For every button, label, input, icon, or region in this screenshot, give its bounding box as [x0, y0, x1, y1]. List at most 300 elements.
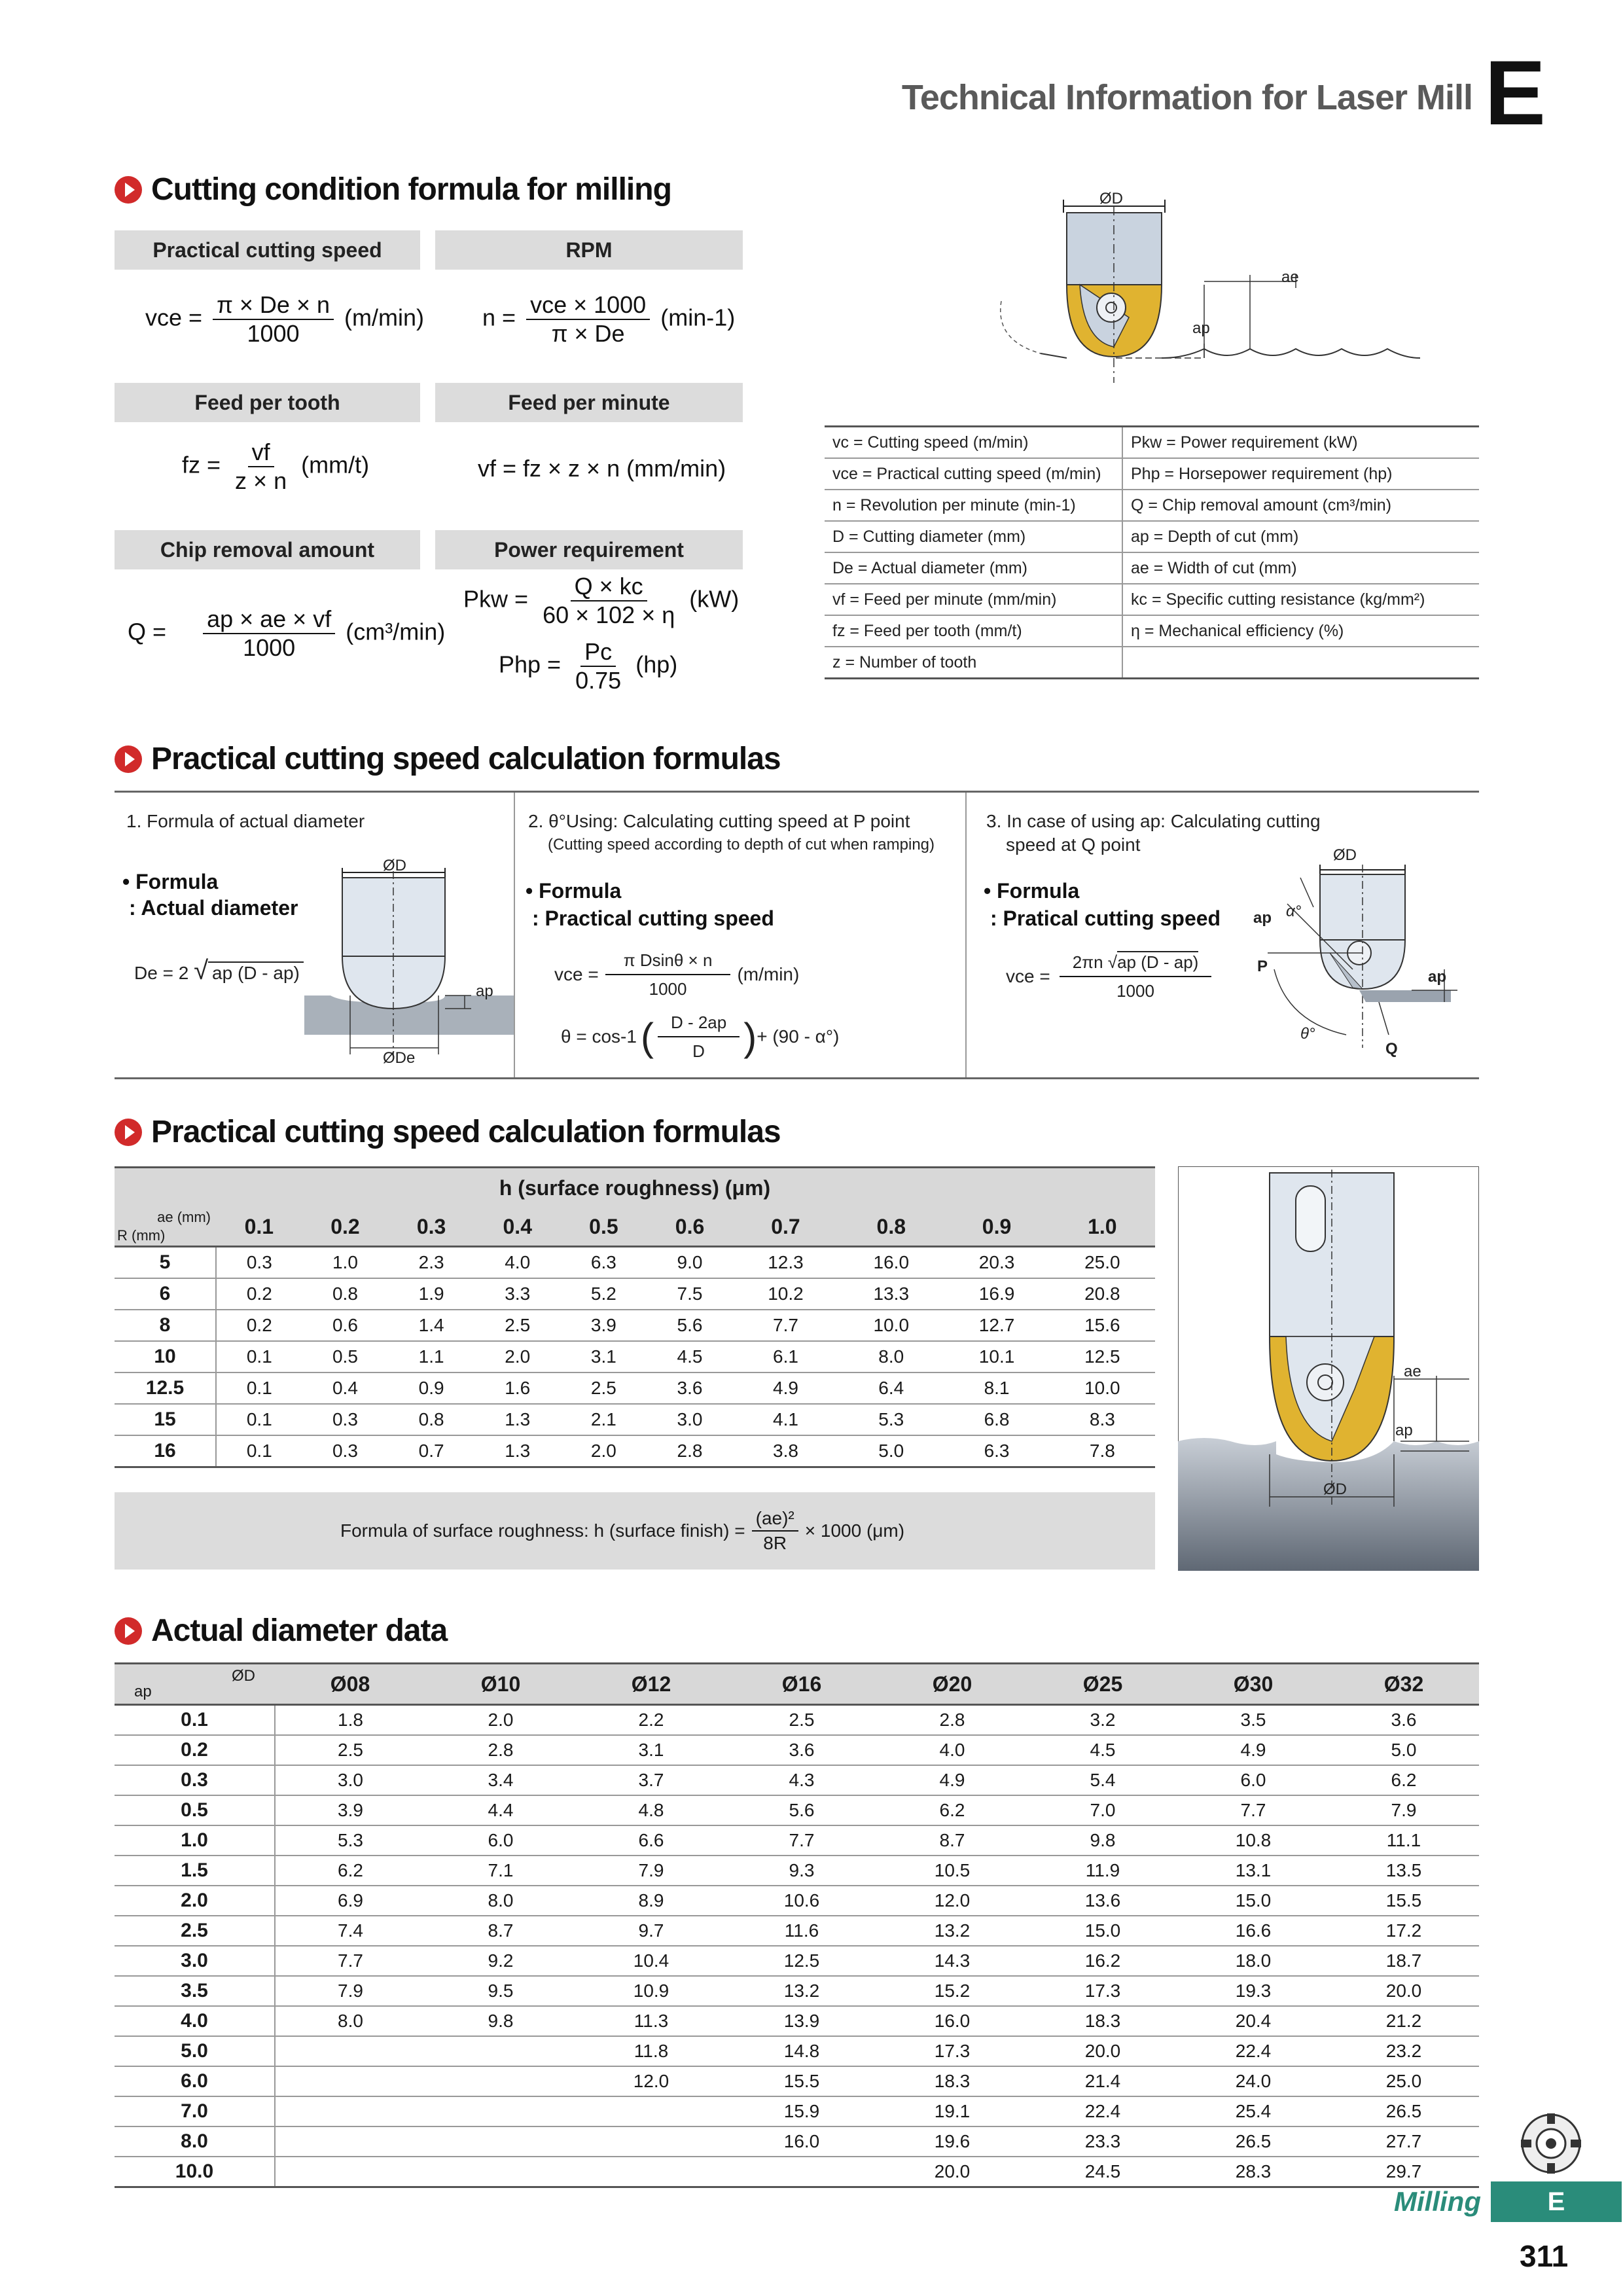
legend-row	[825, 615, 1479, 647]
label-ae-top: ae	[1281, 268, 1299, 286]
calc2-equation: vce = $\frac{\text{π Dsinθ × n}}{1000}$ (m/min)	[554, 946, 799, 1003]
actual-row	[115, 1976, 1479, 2006]
actual-cell	[576, 2096, 726, 2126]
actual-row-header: 0.1	[115, 1705, 275, 1736]
roughness-label-ap: ap	[1395, 1422, 1413, 1439]
actual-row	[115, 2096, 1479, 2126]
actual-row-header: 4.0	[115, 2006, 275, 2036]
formula-rpm: n = $\frac{\text{vce × 1000}}{\pi \times De}$ (min-1)	[482, 291, 736, 347]
calc3-formula-sub: : Pratical cutting speed	[990, 906, 1221, 930]
actual-col-header: Ø30	[1178, 1664, 1329, 1705]
milling-cutter-icon	[1518, 2111, 1584, 2176]
roughness-row-header: 12.5	[115, 1372, 216, 1404]
roughness-cell: 2.8	[647, 1435, 733, 1467]
roughness-cell: 0.8	[388, 1404, 474, 1435]
actual-cell: 10.4	[576, 1946, 726, 1976]
calc1-formula-label: • Formula	[122, 870, 219, 893]
roughness-cell: 3.0	[647, 1404, 733, 1435]
actual-cell: 13.2	[877, 1916, 1027, 1946]
legend-cell: fz = Feed per tooth (mm/t)	[825, 615, 1122, 647]
roughness-cell: 20.3	[944, 1247, 1049, 1279]
legend-cell: z = Number of tooth	[825, 647, 1122, 679]
calc3-label-ap2: ap	[1428, 968, 1447, 986]
roughness-cell: 7.5	[647, 1278, 733, 1310]
roughness-cell: 4.0	[474, 1247, 561, 1279]
actual-cell: 10.6	[726, 1886, 877, 1916]
actual-cell: 7.9	[576, 1856, 726, 1886]
formula-vce: vce = $\frac{\pi \times De \times n}{1000}$ (m/min)	[145, 291, 424, 347]
calc2-formula-label: • Formula	[526, 879, 622, 903]
actual-cell: 15.2	[877, 1976, 1027, 2006]
roughness-diagram	[1178, 1166, 1479, 1571]
actual-cell: 8.7	[425, 1916, 576, 1946]
actual-cell	[275, 2157, 425, 2187]
actual-cell: 29.7	[1329, 2157, 1479, 2187]
actual-cell: 11.6	[726, 1916, 877, 1946]
actual-cell: 3.2	[1027, 1705, 1178, 1736]
calc3-label-alpha: α°	[1286, 903, 1302, 920]
actual-row	[115, 2036, 1479, 2066]
calc-col-q-point	[965, 793, 1480, 1077]
actual-cell	[275, 2066, 425, 2096]
actual-cell: 9.5	[425, 1976, 576, 2006]
legend-cell: De = Actual diameter (mm)	[825, 552, 1122, 584]
formula-php: Php = $\frac{Pc}{0.75}$ (hp)	[499, 638, 678, 694]
legend-row	[825, 427, 1479, 459]
actual-cell: 2.0	[425, 1705, 576, 1736]
legend-row	[825, 521, 1479, 552]
roughness-row	[115, 1310, 1155, 1341]
actual-cell: 2.8	[425, 1735, 576, 1765]
roughness-cell: 8.3	[1050, 1404, 1155, 1435]
actual-cell: 20.4	[1178, 2006, 1329, 2036]
roughness-col-header: 0.2	[302, 1208, 389, 1247]
actual-cell: 18.0	[1178, 1946, 1329, 1976]
roughness-cell: 1.0	[302, 1247, 389, 1279]
roughness-cell: 10.0	[1050, 1372, 1155, 1404]
roughness-cell: 2.3	[388, 1247, 474, 1279]
roughness-cell: 8.0	[838, 1341, 944, 1372]
actual-cell: 13.1	[1178, 1856, 1329, 1886]
roughness-cell: 0.5	[302, 1341, 389, 1372]
actual-cell: 11.9	[1027, 1856, 1178, 1886]
roughness-cell: 2.0	[474, 1341, 561, 1372]
roughness-col-header: 0.9	[944, 1208, 1049, 1247]
actual-cell: 20.0	[1329, 1976, 1479, 2006]
legend-cell: kc = Specific cutting resistance (kg/mm²)	[1122, 584, 1479, 615]
actual-col-header: Ø12	[576, 1664, 726, 1705]
roughness-col-header: 0.7	[733, 1208, 838, 1247]
roughness-cell: 7.8	[1050, 1435, 1155, 1467]
roughness-formula-box	[115, 1492, 1155, 1570]
roughness-cell: 2.0	[561, 1435, 647, 1467]
roughness-caption: h (surface roughness) (μm)	[115, 1168, 1155, 1208]
legend-cell: vf = Feed per minute (mm/min)	[825, 584, 1122, 615]
actual-cell: 15.0	[1178, 1886, 1329, 1916]
actual-cell: 3.1	[576, 1735, 726, 1765]
actual-cell: 8.0	[275, 2006, 425, 2036]
legend-cell: n = Revolution per minute (min-1)	[825, 490, 1122, 521]
section-heading-calc-formulas: Practical cutting speed calculation formulas	[115, 741, 781, 777]
roughness-cell: 2.1	[561, 1404, 647, 1435]
roughness-row	[115, 1247, 1155, 1279]
legend-cell: η = Mechanical efficiency (%)	[1122, 615, 1479, 647]
roughness-corner-header: ae (mm) R (mm)	[115, 1208, 216, 1247]
page-number: 311	[1520, 2239, 1569, 2273]
roughness-cell: 0.3	[216, 1247, 302, 1279]
roughness-row-header: 15	[115, 1404, 216, 1435]
roughness-cell: 25.0	[1050, 1247, 1155, 1279]
actual-cell: 4.3	[726, 1765, 877, 1795]
box-feed-minute: Feed per minute	[435, 383, 743, 422]
legend-cell: vc = Cutting speed (m/min)	[825, 427, 1122, 459]
calc1-label-od: ØD	[383, 857, 406, 874]
roughness-cell: 6.8	[944, 1404, 1049, 1435]
actual-cell: 16.2	[1027, 1946, 1178, 1976]
actual-cell: 26.5	[1178, 2126, 1329, 2157]
actual-cell: 11.3	[576, 2006, 726, 2036]
actual-cell: 4.9	[1178, 1735, 1329, 1765]
actual-cell: 10.9	[576, 1976, 726, 2006]
actual-cell: 10.8	[1178, 1825, 1329, 1856]
actual-cell: 15.9	[726, 2096, 877, 2126]
roughness-cell: 4.5	[647, 1341, 733, 1372]
roughness-row	[115, 1404, 1155, 1435]
actual-col-header: Ø20	[877, 1664, 1027, 1705]
calc3-label-theta: θ°	[1300, 1025, 1315, 1043]
calc-col-actual-diameter	[115, 793, 514, 1077]
roughness-cell: 12.7	[944, 1310, 1049, 1341]
actual-cell: 3.4	[425, 1765, 576, 1795]
calc3-title-line2: speed at Q point	[1006, 834, 1141, 855]
actual-row-header: 0.5	[115, 1795, 275, 1825]
milling-diagram-top	[969, 187, 1440, 396]
actual-cell: 25.0	[1329, 2066, 1479, 2096]
roughness-cell: 3.3	[474, 1278, 561, 1310]
actual-row	[115, 1705, 1479, 1736]
actual-cell: 9.2	[425, 1946, 576, 1976]
roughness-cell: 5.3	[838, 1404, 944, 1435]
actual-row-header: 5.0	[115, 2036, 275, 2066]
roughness-cell: 6.3	[561, 1247, 647, 1279]
actual-cell: 7.7	[726, 1825, 877, 1856]
actual-row-header: 2.5	[115, 1916, 275, 1946]
actual-cell: 23.2	[1329, 2036, 1479, 2066]
legend-cell: Q = Chip removal amount (cm³/min)	[1122, 490, 1479, 521]
calc3-diagram	[1248, 838, 1471, 1067]
actual-cell: 7.0	[1027, 1795, 1178, 1825]
actual-row	[115, 1765, 1479, 1795]
actual-cell: 18.3	[1027, 2006, 1178, 2036]
actual-cell: 6.9	[275, 1886, 425, 1916]
actual-cell: 7.7	[275, 1946, 425, 1976]
actual-cell: 6.2	[275, 1856, 425, 1886]
actual-cell: 7.1	[425, 1856, 576, 1886]
calc1-formula-sub: : Actual diameter	[129, 896, 298, 920]
roughness-cell: 0.3	[302, 1404, 389, 1435]
roughness-cell: 1.1	[388, 1341, 474, 1372]
legend-row	[825, 552, 1479, 584]
actual-row	[115, 1825, 1479, 1856]
legend-row	[825, 584, 1479, 615]
roughness-col-header: 1.0	[1050, 1208, 1155, 1247]
roughness-cell: 2.5	[561, 1372, 647, 1404]
box-chip-removal: Chip removal amount	[115, 530, 420, 569]
roughness-row-header: 6	[115, 1278, 216, 1310]
roughness-cell: 1.3	[474, 1404, 561, 1435]
calc3-label-p: P	[1257, 958, 1268, 975]
actual-cell	[275, 2036, 425, 2066]
actual-row-header: 3.0	[115, 1946, 275, 1976]
roughness-col-header: 0.4	[474, 1208, 561, 1247]
actual-cell	[275, 2126, 425, 2157]
arrow-bullet-icon	[115, 176, 142, 204]
actual-cell	[425, 2066, 576, 2096]
actual-cell: 9.8	[1027, 1825, 1178, 1856]
actual-cell: 12.5	[726, 1946, 877, 1976]
actual-cell: 12.0	[576, 2066, 726, 2096]
actual-row	[115, 2157, 1479, 2187]
actual-corner-header: ØD ap	[115, 1664, 275, 1705]
arrow-bullet-icon	[115, 1119, 142, 1146]
actual-cell: 10.5	[877, 1856, 1027, 1886]
roughness-cell: 10.1	[944, 1341, 1049, 1372]
actual-cell: 6.0	[1178, 1765, 1329, 1795]
section-heading-roughness: Practical cutting speed calculation formulas	[115, 1114, 781, 1150]
roughness-cell: 0.6	[302, 1310, 389, 1341]
actual-cell: 3.7	[576, 1765, 726, 1795]
actual-cell: 21.4	[1027, 2066, 1178, 2096]
actual-cell: 24.0	[1178, 2066, 1329, 2096]
roughness-cell: 6.3	[944, 1435, 1049, 1467]
legend-cell: ae = Width of cut (mm)	[1122, 552, 1479, 584]
roughness-cell: 0.8	[302, 1278, 389, 1310]
roughness-cell: 9.0	[647, 1247, 733, 1279]
roughness-cell: 2.5	[474, 1310, 561, 1341]
actual-cell: 9.3	[726, 1856, 877, 1886]
calc1-diagram	[304, 845, 514, 1067]
actual-cell: 6.6	[576, 1825, 726, 1856]
actual-cell: 15.0	[1027, 1916, 1178, 1946]
actual-row	[115, 2006, 1479, 2036]
actual-row-header: 1.5	[115, 1856, 275, 1886]
actual-cell: 11.1	[1329, 1825, 1479, 1856]
actual-cell: 3.6	[726, 1735, 877, 1765]
roughness-cell: 1.3	[474, 1435, 561, 1467]
actual-row	[115, 1916, 1479, 1946]
roughness-cell: 5.6	[647, 1310, 733, 1341]
actual-cell	[425, 2157, 576, 2187]
legend-cell: D = Cutting diameter (mm)	[825, 521, 1122, 552]
actual-cell: 17.3	[877, 2036, 1027, 2066]
roughness-cell: 10.0	[838, 1310, 944, 1341]
actual-diameter-table	[115, 1662, 1479, 2188]
roughness-cell: 4.9	[733, 1372, 838, 1404]
formula-vf: vf = fz × z × n (mm/min)	[478, 455, 726, 482]
actual-cell: 27.7	[1329, 2126, 1479, 2157]
roughness-col-header: 0.1	[216, 1208, 302, 1247]
actual-cell	[425, 2126, 576, 2157]
actual-cell: 5.6	[726, 1795, 877, 1825]
actual-cell: 24.5	[1027, 2157, 1178, 2187]
roughness-cell: 20.8	[1050, 1278, 1155, 1310]
formula-pkw: Pkw = $\frac{Q \times kc}{60 \times 102 \times \eta}$ (kW)	[463, 573, 740, 628]
actual-row	[115, 2126, 1479, 2157]
roughness-cell: 6.1	[733, 1341, 838, 1372]
actual-col-header: Ø08	[275, 1664, 425, 1705]
box-rpm: RPM	[435, 230, 743, 270]
actual-cell: 15.5	[1329, 1886, 1479, 1916]
calc-col-p-point	[514, 793, 967, 1077]
actual-col-header: Ø25	[1027, 1664, 1178, 1705]
actual-cell: 7.7	[1178, 1795, 1329, 1825]
actual-cell: 23.3	[1027, 2126, 1178, 2157]
roughness-cell: 0.1	[216, 1404, 302, 1435]
formula-fz: fz = $\frac{vf}{z \times n}$ (mm/t)	[182, 439, 370, 494]
calc3-label-ap: ap	[1253, 909, 1272, 927]
actual-cell	[576, 2157, 726, 2187]
actual-cell: 3.9	[275, 1795, 425, 1825]
actual-cell: 13.5	[1329, 1856, 1479, 1886]
actual-cell: 17.2	[1329, 1916, 1479, 1946]
roughness-cell: 5.0	[838, 1435, 944, 1467]
actual-cell: 16.0	[877, 2006, 1027, 2036]
actual-cell: 8.9	[576, 1886, 726, 1916]
roughness-label-ae: ae	[1404, 1363, 1421, 1380]
actual-cell: 19.6	[877, 2126, 1027, 2157]
roughness-col-header: 0.5	[561, 1208, 647, 1247]
chapter-letter: E	[1484, 41, 1546, 144]
roughness-cell: 6.4	[838, 1372, 944, 1404]
actual-cell: 8.0	[425, 1886, 576, 1916]
roughness-cell: 3.8	[733, 1435, 838, 1467]
symbol-legend-table	[825, 425, 1479, 679]
actual-row	[115, 1795, 1479, 1825]
roughness-formula: Formula of surface roughness: h (surface finish) = $\frac{\text{(ae)²}}{8R}$ × 1000 (μm)	[340, 1508, 905, 1553]
actual-cell: 11.8	[576, 2036, 726, 2066]
actual-cell: 26.5	[1329, 2096, 1479, 2126]
roughness-cell: 3.1	[561, 1341, 647, 1372]
actual-row-header: 0.2	[115, 1735, 275, 1765]
actual-cell	[425, 2036, 576, 2066]
roughness-cell: 0.1	[216, 1341, 302, 1372]
actual-cell: 4.9	[877, 1765, 1027, 1795]
legend-row	[825, 647, 1479, 679]
actual-cell: 9.7	[576, 1916, 726, 1946]
roughness-cell: 0.1	[216, 1435, 302, 1467]
actual-cell: 2.5	[275, 1735, 425, 1765]
roughness-row-header: 8	[115, 1310, 216, 1341]
calc2-theta-equation: θ = cos-1 ( $\frac{D - 2ap}{D}$ ) + (90 - α°)	[561, 1009, 839, 1065]
actual-row	[115, 1856, 1479, 1886]
roughness-cell: 12.3	[733, 1247, 838, 1279]
roughness-row-header: 5	[115, 1247, 216, 1279]
legend-cell: vce = Practical cutting speed (m/min)	[825, 458, 1122, 490]
actual-cell: 4.4	[425, 1795, 576, 1825]
actual-cell: 28.3	[1178, 2157, 1329, 2187]
roughness-cell: 0.3	[302, 1435, 389, 1467]
actual-row-header: 1.0	[115, 1825, 275, 1856]
actual-cell: 15.5	[726, 2066, 877, 2096]
actual-cell: 2.8	[877, 1705, 1027, 1736]
actual-cell: 5.3	[275, 1825, 425, 1856]
roughness-cell: 0.2	[216, 1278, 302, 1310]
calc3-formula-label: • Formula	[984, 879, 1080, 903]
actual-row-header: 3.5	[115, 1976, 275, 2006]
actual-cell: 1.8	[275, 1705, 425, 1736]
box-practical-speed: Practical cutting speed	[115, 230, 420, 270]
calc1-label-ode: ØDe	[383, 1049, 416, 1067]
actual-cell: 13.2	[726, 1976, 877, 2006]
actual-cell: 3.6	[1329, 1705, 1479, 1736]
arrow-bullet-icon	[115, 1617, 142, 1645]
calc3-title: 3. In case of using ap: Calculating cutting	[986, 811, 1321, 831]
formula-q: Q = $\frac{ap \times ae \times vf}{1000}$ (cm³/min)	[128, 605, 446, 661]
actual-cell: 25.4	[1178, 2096, 1329, 2126]
actual-row-header: 7.0	[115, 2096, 275, 2126]
actual-cell: 5.4	[1027, 1765, 1178, 1795]
actual-cell	[425, 2096, 576, 2126]
actual-cell: 7.9	[1329, 1795, 1479, 1825]
roughness-cell: 1.6	[474, 1372, 561, 1404]
footer-chapter-tab[interactable]: E	[1491, 2181, 1622, 2222]
roughness-row	[115, 1372, 1155, 1404]
calc2-formula-sub: : Practical cutting speed	[532, 906, 774, 930]
actual-cell: 20.0	[1027, 2036, 1178, 2066]
arrow-bullet-icon	[115, 745, 142, 773]
actual-cell	[576, 2126, 726, 2157]
roughness-col-header: 0.8	[838, 1208, 944, 1247]
roughness-cell: 1.4	[388, 1310, 474, 1341]
actual-col-header: Ø32	[1329, 1664, 1479, 1705]
legend-cell: ap = Depth of cut (mm)	[1122, 521, 1479, 552]
footer-category: Milling	[1394, 2186, 1481, 2217]
actual-cell: 6.2	[877, 1795, 1027, 1825]
roughness-row-header: 16	[115, 1435, 216, 1467]
roughness-cell: 8.1	[944, 1372, 1049, 1404]
legend-cell: Php = Horsepower requirement (hp)	[1122, 458, 1479, 490]
actual-row	[115, 2066, 1479, 2096]
actual-col-header: Ø16	[726, 1664, 877, 1705]
box-power: Power requirement	[435, 530, 743, 569]
actual-cell: 4.8	[576, 1795, 726, 1825]
roughness-cell: 16.0	[838, 1247, 944, 1279]
surface-roughness-table	[115, 1166, 1155, 1468]
actual-cell: 3.5	[1178, 1705, 1329, 1736]
roughness-cell: 13.3	[838, 1278, 944, 1310]
actual-cell	[275, 2096, 425, 2126]
actual-cell: 21.2	[1329, 2006, 1479, 2036]
roughness-cell: 5.2	[561, 1278, 647, 1310]
actual-row-header: 0.3	[115, 1765, 275, 1795]
actual-row-header: 6.0	[115, 2066, 275, 2096]
calc3-label-od: ØD	[1333, 846, 1357, 864]
actual-cell: 13.6	[1027, 1886, 1178, 1916]
roughness-cell: 0.1	[216, 1372, 302, 1404]
actual-col-header: Ø10	[425, 1664, 576, 1705]
actual-cell: 20.0	[877, 2157, 1027, 2187]
calc1-equation: De = 2 √ ap (D - ap)	[134, 956, 304, 986]
roughness-row-header: 10	[115, 1341, 216, 1372]
box-feed-tooth: Feed per tooth	[115, 383, 420, 422]
page-header-title: Technical Information for Laser Mill	[901, 78, 1472, 117]
actual-row-header: 10.0	[115, 2157, 275, 2187]
actual-cell: 5.0	[1329, 1735, 1479, 1765]
actual-cell: 3.0	[275, 1765, 425, 1795]
actual-cell: 18.7	[1329, 1946, 1479, 1976]
roughness-label-od: ØD	[1323, 1480, 1347, 1498]
calc1-label-ap: ap	[476, 982, 493, 1000]
